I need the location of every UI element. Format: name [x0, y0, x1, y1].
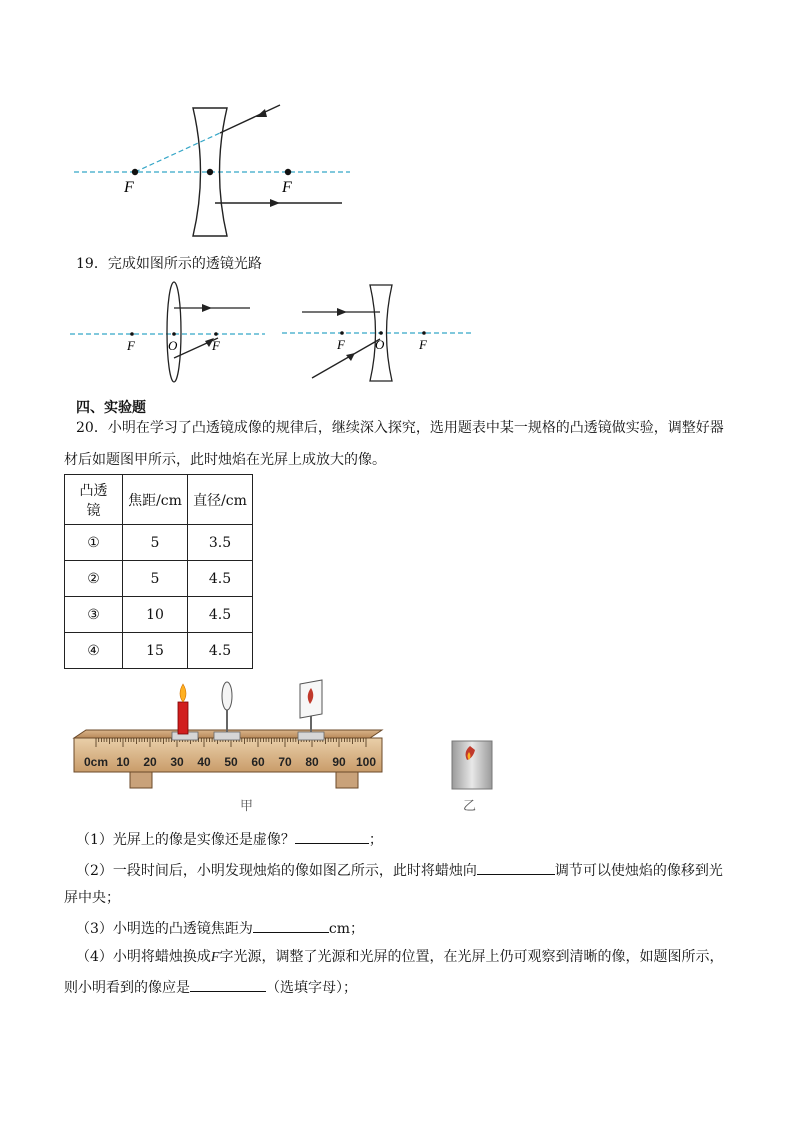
focal-label: F [282, 179, 292, 196]
focal-point [130, 332, 134, 336]
sub-question-text: F [210, 950, 220, 965]
answer-blank[interactable] [190, 977, 266, 992]
optical-center [379, 331, 383, 335]
bench-leg [336, 770, 358, 788]
screen-image-figure [451, 740, 493, 790]
ruler-label: 100 [355, 755, 377, 769]
figure-caption-jia: 甲 [240, 799, 254, 814]
ruler-label: 50 [224, 755, 238, 769]
sub-question-text: （3）小明选的凸透镜焦距为 [76, 921, 253, 937]
sub-question-text: 字光源，调整了光源和光屏的位置，在光屏上仍可观察到清晰的像，如题图所示， [219, 949, 724, 965]
answer-blank[interactable] [477, 860, 555, 875]
focal-point [214, 332, 218, 336]
table-cell: ③ [65, 597, 123, 633]
arrow-head [337, 308, 347, 316]
table-cell: ② [65, 561, 123, 597]
sub-question-2 [76, 860, 723, 881]
table-cell: 3.5 [188, 525, 253, 561]
bench-leg [130, 770, 152, 788]
answer-blank[interactable] [295, 829, 369, 844]
table-cell: 5 [123, 561, 188, 597]
ruler-label: 70 [278, 755, 292, 769]
ruler-label: 20 [143, 755, 157, 769]
table-cell: ④ [65, 633, 123, 669]
label: F [419, 337, 427, 352]
table-cell: ① [65, 525, 123, 561]
question-20-intro-line2: 材后如题图甲所示，此时烛焰在光屏上成放大的像。 [64, 452, 386, 468]
label: F [212, 338, 220, 353]
lens-spec-table [64, 474, 253, 669]
table-header-cell [65, 475, 123, 525]
sub-question-text: （4）小明将蜡烛换成 [76, 949, 211, 965]
focal-point-left [132, 169, 138, 175]
table-cell: 4.5 [188, 633, 253, 669]
sub-question-1 [76, 829, 383, 850]
sub-question-3 [76, 918, 364, 939]
sub-question-text: （1）光屏上的像是实像还是虚像？ [76, 832, 295, 848]
ruler-label: 0cm [84, 755, 109, 769]
question-20-intro-line1: 20．小明在学习了凸透镜成像的规律后，继续深入探究，选用题表中某一规格的凸透镜做实验，调整好器 [76, 420, 724, 436]
sub-question-text: （2）一段时间后，小明发现烛焰的像如图乙所示，此时将蜡烛向 [76, 863, 477, 879]
label: F [127, 338, 135, 353]
table-cell: 4.5 [188, 597, 253, 633]
header-text: 凸透 [79, 482, 108, 499]
ruler-label: 60 [251, 755, 265, 769]
question-19-title: 19．完成如图所示的透镜光路 [76, 256, 262, 272]
focal-point [340, 331, 344, 335]
figure-caption-yi: 乙 [463, 799, 477, 814]
arrow-head [202, 304, 212, 312]
candle [178, 702, 188, 734]
table-row [65, 597, 253, 633]
candle-flame-icon [180, 684, 186, 702]
sub-question-2-line2: 屏中央； [64, 890, 120, 906]
optical-center [172, 332, 176, 336]
ruler-labels [84, 755, 376, 769]
sub-question-text: 调节可以使烛焰的像移到光 [554, 863, 723, 879]
section-heading: 四、实验题 [76, 400, 146, 416]
optical-bench-figure [70, 678, 390, 790]
optical-center [207, 169, 213, 175]
ruler-label: 10 [116, 755, 130, 769]
focal-label: F [124, 179, 134, 196]
arrow-head [270, 199, 280, 207]
label: O [168, 338, 178, 353]
incident-ray [220, 105, 280, 133]
label: F [337, 337, 345, 352]
answer-blank[interactable] [253, 918, 329, 933]
lens [222, 682, 232, 710]
table-row [65, 525, 253, 561]
ruler-label: 90 [332, 755, 346, 769]
ruler-label: 80 [305, 755, 319, 769]
focal-point [422, 331, 426, 335]
table-row [65, 561, 253, 597]
ruler-label: 40 [197, 755, 211, 769]
sub-question-text: ； [368, 832, 383, 848]
convex-lens [167, 282, 181, 382]
sub-question-text: （选填字母）； [266, 980, 357, 996]
screen-holder [298, 732, 324, 740]
lens-holder [214, 732, 240, 740]
focal-point-right [285, 169, 291, 175]
sub-question-text: cm； [328, 921, 365, 937]
sub-question-text: 则小明看到的像应是 [64, 980, 190, 996]
ruler-label: 30 [170, 755, 184, 769]
header-text: 镜 [86, 502, 101, 519]
concave-lens-diagram [282, 283, 477, 388]
table-header-row [65, 475, 253, 525]
arrow-head [256, 109, 267, 117]
label: O [375, 337, 385, 352]
table-row [65, 633, 253, 669]
convex-lens-diagram [70, 280, 270, 385]
table-header-cell: 直径/cm [188, 475, 253, 525]
table-cell: 4.5 [188, 561, 253, 597]
sub-question-4 [76, 947, 723, 968]
table-header-cell: 焦距/cm [123, 475, 188, 525]
sub-question-4-line2 [64, 977, 357, 998]
concave-lens-diagram-top [60, 95, 380, 245]
table-cell: 15 [123, 633, 188, 669]
table-cell: 5 [123, 525, 188, 561]
ray [312, 339, 380, 378]
extension-line [135, 133, 220, 172]
table-cell: 10 [123, 597, 188, 633]
